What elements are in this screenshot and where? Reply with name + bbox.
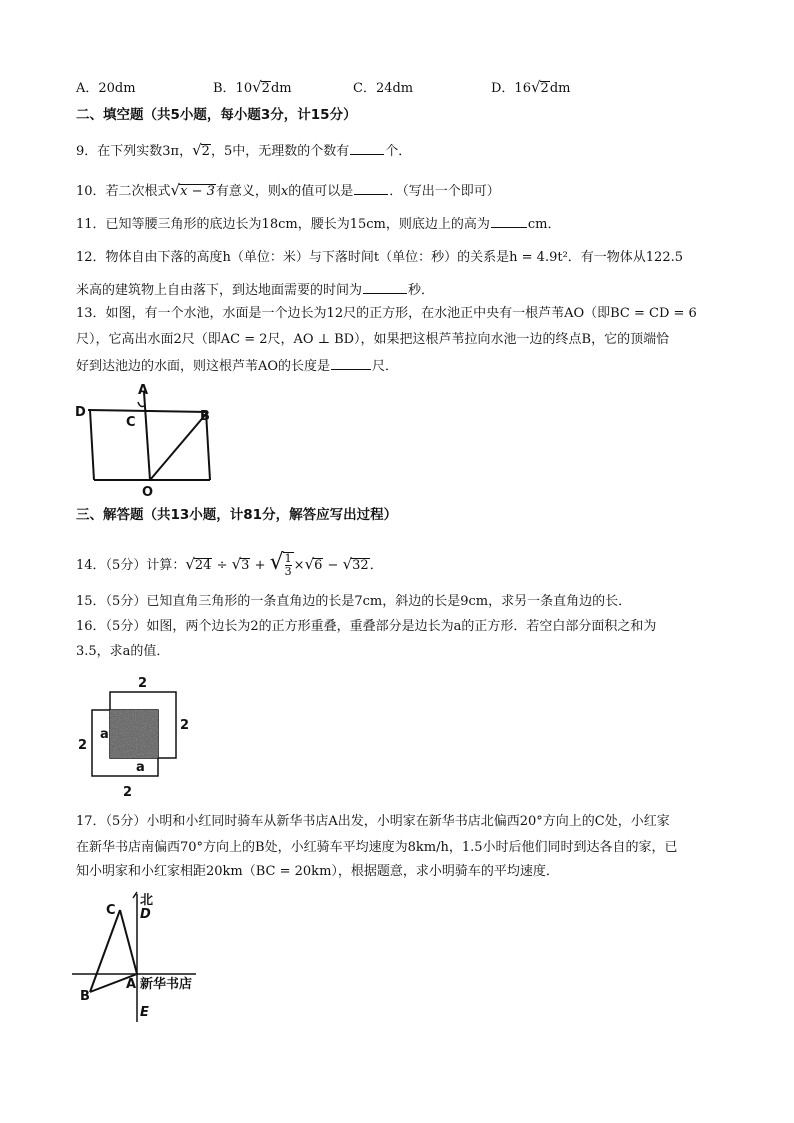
question-13-line1: 13．如图，有一个水池，水面是一个边长为12尺的正方形，在水池正中央有一根芦苇AO（即BC = CD = 6 <box>76 306 697 321</box>
question-11: 11．已知等腰三角形的底边长为18cm，腰长为15cm，则底边上的高为 cm． <box>76 217 561 232</box>
label-right-2: 2 <box>180 718 190 733</box>
label-e: E <box>140 1005 149 1020</box>
question-9: 9．在下列实数3π，√2，5中，无理数的个数有 个． <box>76 141 412 159</box>
question-17-line1: 17．（5分）小明和小红同时骑车从新华书店A出发，小明家在新华书店北偏西20°方向上的C处，小红家 <box>76 814 670 829</box>
option-d: D．16√2dm <box>491 78 571 96</box>
label-a-bottom: a <box>136 760 145 775</box>
label-a-left: a <box>100 727 109 742</box>
question-15: 15．（5分）已知直角三角形的一条直角边的长是7cm，斜边的长是9cm，求另一条直角边的长． <box>76 594 632 609</box>
label-a: A <box>126 977 137 992</box>
label-bottom-2: 2 <box>123 785 133 800</box>
label-left-2: 2 <box>78 738 88 753</box>
question-13-line2: 尺），它高出水面2尺（即AC = 2尺，AO ⊥ BD），如果把这根芦苇拉向水池一边的终点B，它的顶端恰 <box>76 332 670 347</box>
question-16-line2: 3.5，求a的值． <box>76 644 170 659</box>
question-12-line2: 米高的建筑物上自由落下，到达地面需要的时间为 秒． <box>76 283 435 298</box>
label-b: B <box>200 409 210 424</box>
question-10: 10．若二次根式√x − 3有意义，则x的值可以是 ．（写出一个即可） <box>76 181 500 199</box>
label-d: D <box>75 405 86 420</box>
option-c: C．24dm <box>353 81 414 96</box>
question-17-line3: 知小明家和小红家相距20km（BC = 20km），根据题意，求小明骑车的平均速度． <box>76 864 559 879</box>
label-a: A <box>138 383 149 398</box>
question-12-line1: 12．物体自由下落的高度h（单位：米）与下落时间t（单位：秒）的关系是h = 4.9t²．有一物体从122.5 <box>76 250 683 265</box>
label-c: C <box>106 903 116 918</box>
option-a: A．20dm <box>76 81 136 96</box>
section3-title: 三、解答题（共13小题，计81分，解答应写出过程） <box>76 507 398 523</box>
label-north: 北 <box>140 893 154 908</box>
figure-overlapping-squares <box>72 672 202 802</box>
question-13-line3: 好到达池边的水面，则这根芦苇AO的长度是 尺． <box>76 359 399 374</box>
label-top-2: 2 <box>138 676 148 691</box>
figure-direction-map <box>70 888 210 1028</box>
question-14: 14．（5分）计算：√24 ÷ √3 + √ $\frac{1}{3}$ ×√6 − √32． <box>76 550 383 578</box>
label-store: 新华书店 <box>140 977 193 992</box>
label-d: D <box>140 907 151 922</box>
figure-pond <box>70 382 220 500</box>
label-c: C <box>126 415 136 430</box>
label-b: B <box>80 989 90 1004</box>
question-17-line2: 在新华书店南偏西70°方向上的B处，小红骑车平均速度为8km/h，1.5小时后他们同时到达各自的家，已 <box>76 840 678 855</box>
section2-title: 二、填空题（共5小题，每小题3分，计15分） <box>76 107 357 123</box>
question-16-line1: 16．（5分）如图，两个边长为2的正方形重叠，重叠部分是边长为a的正方形．若空白部分面积之和为 <box>76 619 657 634</box>
option-b: B．10√2dm <box>213 78 292 96</box>
label-o: O <box>142 485 154 500</box>
